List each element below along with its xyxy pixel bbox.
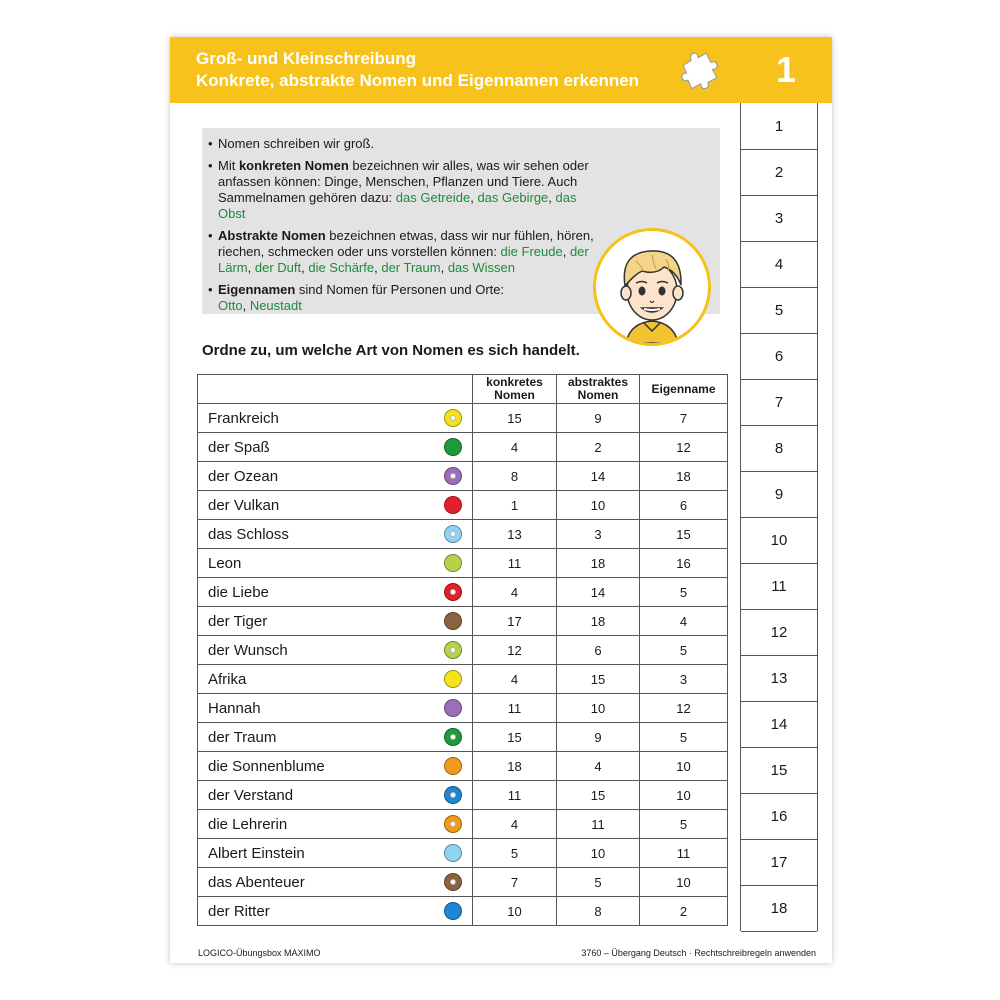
noun-text: das Abenteuer — [208, 873, 305, 891]
noun-cell — [198, 752, 473, 781]
bullet: • — [208, 158, 213, 173]
value-cell-proper-name: 5 — [640, 578, 728, 607]
value-cell-proper-name: 5 — [640, 810, 728, 839]
info-list — [202, 136, 602, 320]
value-cell-proper-name: 18 — [640, 462, 728, 491]
noun-cell — [198, 839, 473, 868]
example-text: Otto — [218, 298, 243, 313]
value-cell-proper-name: 16 — [640, 549, 728, 578]
color-ring-marker-icon — [444, 815, 462, 833]
noun-cell — [198, 723, 473, 752]
value-cell-abstract: 6 — [557, 636, 640, 665]
answer-slot[interactable]: 10 — [741, 517, 817, 564]
table-row — [198, 404, 728, 433]
card-number: 1 — [775, 49, 797, 90]
noun-cell — [198, 781, 473, 810]
value-cell-abstract: 18 — [557, 607, 640, 636]
table-row — [198, 694, 728, 723]
color-ring-marker-icon — [444, 583, 462, 601]
boy-avatar-illustration — [596, 231, 708, 343]
value-cell-proper-name: 3 — [640, 665, 728, 694]
color-dot-marker-icon — [444, 554, 462, 572]
separator: , — [247, 260, 255, 275]
table-row — [198, 781, 728, 810]
example-text: die Schärfe — [308, 260, 375, 275]
noun-text: der Traum — [208, 728, 277, 746]
info-names-term: Eigennamen — [218, 282, 296, 297]
bullet: • — [208, 136, 213, 151]
answer-slot[interactable]: 15 — [741, 747, 817, 794]
noun-text: Hannah — [208, 699, 261, 717]
value-cell-abstract: 5 — [557, 868, 640, 897]
info-item-concrete — [202, 158, 602, 222]
assignment-table — [197, 374, 728, 926]
value-cell-concrete: 11 — [473, 781, 557, 810]
value-cell-proper-name: 15 — [640, 520, 728, 549]
table-row — [198, 549, 728, 578]
header-subtitle: Konkrete, abstrakte Nomen und Eigennamen erkennen — [196, 71, 640, 90]
value-cell-abstract: 14 — [557, 578, 640, 607]
noun-text: der Verstand — [208, 786, 294, 804]
noun-text: der Vulkan — [208, 496, 280, 514]
color-dot-marker-icon — [444, 670, 462, 688]
value-cell-concrete: 7 — [473, 868, 557, 897]
value-cell-proper-name: 6 — [640, 491, 728, 520]
separator: , — [374, 260, 382, 275]
table-row — [198, 520, 728, 549]
color-dot-marker-icon — [444, 438, 462, 456]
table-row — [198, 752, 728, 781]
color-ring-marker-icon — [444, 525, 462, 543]
color-dot-marker-icon — [444, 844, 462, 862]
value-cell-proper-name: 11 — [640, 839, 728, 868]
noun-cell — [198, 433, 473, 462]
value-cell-proper-name: 2 — [640, 897, 728, 926]
noun-cell — [198, 578, 473, 607]
value-cell-concrete: 13 — [473, 520, 557, 549]
color-ring-marker-icon — [444, 467, 462, 485]
separator: , — [242, 298, 250, 313]
separator: , — [562, 244, 570, 259]
noun-cell — [198, 694, 473, 723]
value-cell-concrete: 4 — [473, 665, 557, 694]
separator: , — [301, 260, 309, 275]
table-row — [198, 897, 728, 926]
value-cell-concrete: 4 — [473, 578, 557, 607]
table-row — [198, 636, 728, 665]
header-line: Nomen — [577, 388, 619, 402]
table-row — [198, 839, 728, 868]
value-cell-proper-name: 10 — [640, 781, 728, 810]
bullet: • — [208, 228, 213, 243]
value-cell-abstract: 8 — [557, 897, 640, 926]
value-cell-abstract: 15 — [557, 781, 640, 810]
table-row — [198, 665, 728, 694]
noun-cell — [198, 868, 473, 897]
example-text: Neustadt — [249, 298, 302, 313]
noun-text: der Wunsch — [208, 641, 288, 659]
footer-right: 3760 – Übergang Deutsch · Rechtschreibregeln anwenden — [581, 948, 816, 958]
value-cell-abstract: 9 — [557, 723, 640, 752]
value-cell-proper-name: 12 — [640, 433, 728, 462]
answer-slot[interactable]: 16 — [741, 793, 817, 840]
noun-text: die Sonnenblume — [208, 757, 325, 775]
answer-slot[interactable]: 17 — [741, 839, 817, 886]
table-row — [198, 578, 728, 607]
task-instruction: Ordne zu, um welche Art von Nomen es sich handelt. — [202, 342, 580, 359]
noun-cell — [198, 810, 473, 839]
table-body — [198, 404, 728, 926]
value-cell-proper-name: 4 — [640, 607, 728, 636]
table-row — [198, 723, 728, 752]
value-cell-concrete: 11 — [473, 549, 557, 578]
noun-text: die Lehrerin — [208, 815, 288, 833]
card-header — [170, 37, 832, 103]
noun-cell — [198, 607, 473, 636]
example-text: das Obst — [218, 190, 577, 221]
value-cell-abstract: 9 — [557, 404, 640, 433]
noun-text: der Ritter — [208, 902, 270, 920]
value-cell-abstract: 2 — [557, 433, 640, 462]
info-rule-text: Nomen schreiben wir groß. — [218, 136, 375, 151]
info-concrete-text: bezeichnen wir alles, was wir sehen oder anfassen können: Dinge, Menschen, Pflanzen und Tiere. Auch Sammelnamen gehören dazu: — [218, 158, 589, 205]
noun-cell — [198, 636, 473, 665]
value-cell-proper-name: 7 — [640, 404, 728, 433]
example-text: die Freude — [500, 244, 563, 259]
separator: , — [548, 190, 556, 205]
noun-cell — [198, 491, 473, 520]
color-ring-marker-icon — [444, 728, 462, 746]
header-line: Eigenname — [651, 381, 716, 396]
value-cell-abstract: 15 — [557, 665, 640, 694]
answer-slot[interactable]: 11 — [741, 563, 817, 610]
noun-cell — [198, 665, 473, 694]
value-cell-concrete: 5 — [473, 839, 557, 868]
noun-text: Afrika — [208, 670, 247, 688]
value-cell-concrete: 4 — [473, 433, 557, 462]
noun-cell — [198, 462, 473, 491]
value-cell-concrete: 1 — [473, 491, 557, 520]
color-ring-marker-icon — [444, 786, 462, 804]
answer-slot[interactable]: 9 — [741, 471, 817, 518]
table-row — [198, 607, 728, 636]
header-line: konkretes — [486, 375, 543, 389]
value-cell-abstract: 14 — [557, 462, 640, 491]
value-cell-abstract: 10 — [557, 491, 640, 520]
column-header-concrete — [473, 375, 557, 404]
example-text: der Traum — [381, 260, 441, 275]
noun-text: Albert Einstein — [208, 844, 305, 862]
info-abstract-term: Abstrakte Nomen — [218, 228, 326, 243]
value-cell-concrete: 11 — [473, 694, 557, 723]
header-line: Nomen — [494, 388, 535, 402]
value-cell-proper-name: 5 — [640, 723, 728, 752]
noun-text: der Spaß — [208, 438, 270, 456]
value-cell-concrete: 17 — [473, 607, 557, 636]
value-cell-abstract: 4 — [557, 752, 640, 781]
table-row — [198, 810, 728, 839]
answer-slot[interactable]: 5 — [741, 287, 817, 334]
noun-text: das Schloss — [208, 525, 289, 543]
table-header-row — [198, 375, 728, 404]
color-ring-marker-icon — [444, 641, 462, 659]
noun-cell — [198, 520, 473, 549]
table-row — [198, 433, 728, 462]
color-ring-marker-icon — [444, 873, 462, 891]
color-dot-marker-icon — [444, 757, 462, 775]
answer-strip — [740, 103, 818, 931]
info-item-rule — [202, 136, 602, 152]
info-names-text: sind Nomen für Personen und Orte: — [295, 282, 505, 297]
example-text: der Lärm — [218, 244, 589, 275]
answer-slot[interactable]: 6 — [741, 333, 817, 380]
exercise-card — [170, 37, 832, 963]
noun-cell — [198, 549, 473, 578]
value-cell-concrete: 15 — [473, 404, 557, 433]
value-cell-concrete: 4 — [473, 810, 557, 839]
value-cell-proper-name: 5 — [640, 636, 728, 665]
value-cell-concrete: 8 — [473, 462, 557, 491]
info-concrete-prefix: Mit — [218, 158, 239, 173]
color-dot-marker-icon — [444, 699, 462, 717]
puzzle-piece-icon — [676, 48, 722, 94]
value-cell-concrete: 15 — [473, 723, 557, 752]
info-concrete-term: konkreten Nomen — [238, 158, 349, 173]
answer-slot[interactable]: 8 — [741, 425, 817, 472]
info-item-names — [202, 282, 602, 314]
header-title: Groß- und Kleinschreibung — [196, 49, 417, 68]
boy-avatar-icon — [593, 228, 711, 346]
separator: , — [440, 260, 448, 275]
noun-cell — [198, 404, 473, 433]
table-row — [198, 462, 728, 491]
value-cell-abstract: 10 — [557, 694, 640, 723]
value-cell-concrete: 12 — [473, 636, 557, 665]
table-row — [198, 491, 728, 520]
word-column-header — [198, 375, 473, 404]
noun-text: die Liebe — [208, 583, 269, 601]
answer-slot[interactable]: 4 — [741, 241, 817, 288]
example-text: das Wissen — [447, 260, 516, 275]
noun-cell — [198, 897, 473, 926]
value-cell-proper-name: 10 — [640, 752, 728, 781]
info-item-abstract — [202, 228, 602, 276]
info-abstract-text: bezeichnen etwas, dass wir nur fühlen, hören, riechen, schmecken oder uns vorstellen können: — [218, 228, 594, 259]
value-cell-concrete: 18 — [473, 752, 557, 781]
separator: , — [470, 190, 478, 205]
example-text: der Duft — [254, 260, 302, 275]
value-cell-proper-name: 12 — [640, 694, 728, 723]
color-dot-marker-icon — [444, 496, 462, 514]
header-line: abstraktes — [567, 375, 629, 389]
answer-slot[interactable]: 13 — [741, 655, 817, 702]
value-cell-proper-name: 10 — [640, 868, 728, 897]
answer-slot[interactable]: 12 — [741, 609, 817, 656]
color-dot-marker-icon — [444, 612, 462, 630]
example-text: das Gebirge — [477, 190, 549, 205]
column-header-proper-name — [640, 375, 728, 404]
table-row — [198, 868, 728, 897]
footer-left: LOGICO-Übungsbox MAXIMO — [198, 948, 321, 958]
value-cell-abstract: 10 — [557, 839, 640, 868]
example-text: das Getreide — [395, 190, 471, 205]
noun-text: der Tiger — [208, 612, 268, 630]
value-cell-abstract: 11 — [557, 810, 640, 839]
answer-slot[interactable]: 18 — [741, 885, 817, 932]
value-cell-abstract: 18 — [557, 549, 640, 578]
bullet: • — [208, 282, 213, 297]
noun-text: Leon — [208, 554, 242, 572]
noun-text: der Ozean — [208, 467, 279, 485]
answer-slot[interactable]: 14 — [741, 701, 817, 748]
column-header-abstract — [557, 375, 640, 404]
answer-slot[interactable]: 1 — [741, 103, 817, 150]
noun-text: Frankreich — [208, 409, 279, 427]
value-cell-concrete: 10 — [473, 897, 557, 926]
answer-slot[interactable]: 7 — [741, 379, 817, 426]
color-ring-marker-icon — [444, 409, 462, 427]
answer-slot[interactable]: 3 — [741, 195, 817, 242]
value-cell-abstract: 3 — [557, 520, 640, 549]
answer-slot[interactable]: 2 — [741, 149, 817, 196]
color-dot-marker-icon — [444, 902, 462, 920]
